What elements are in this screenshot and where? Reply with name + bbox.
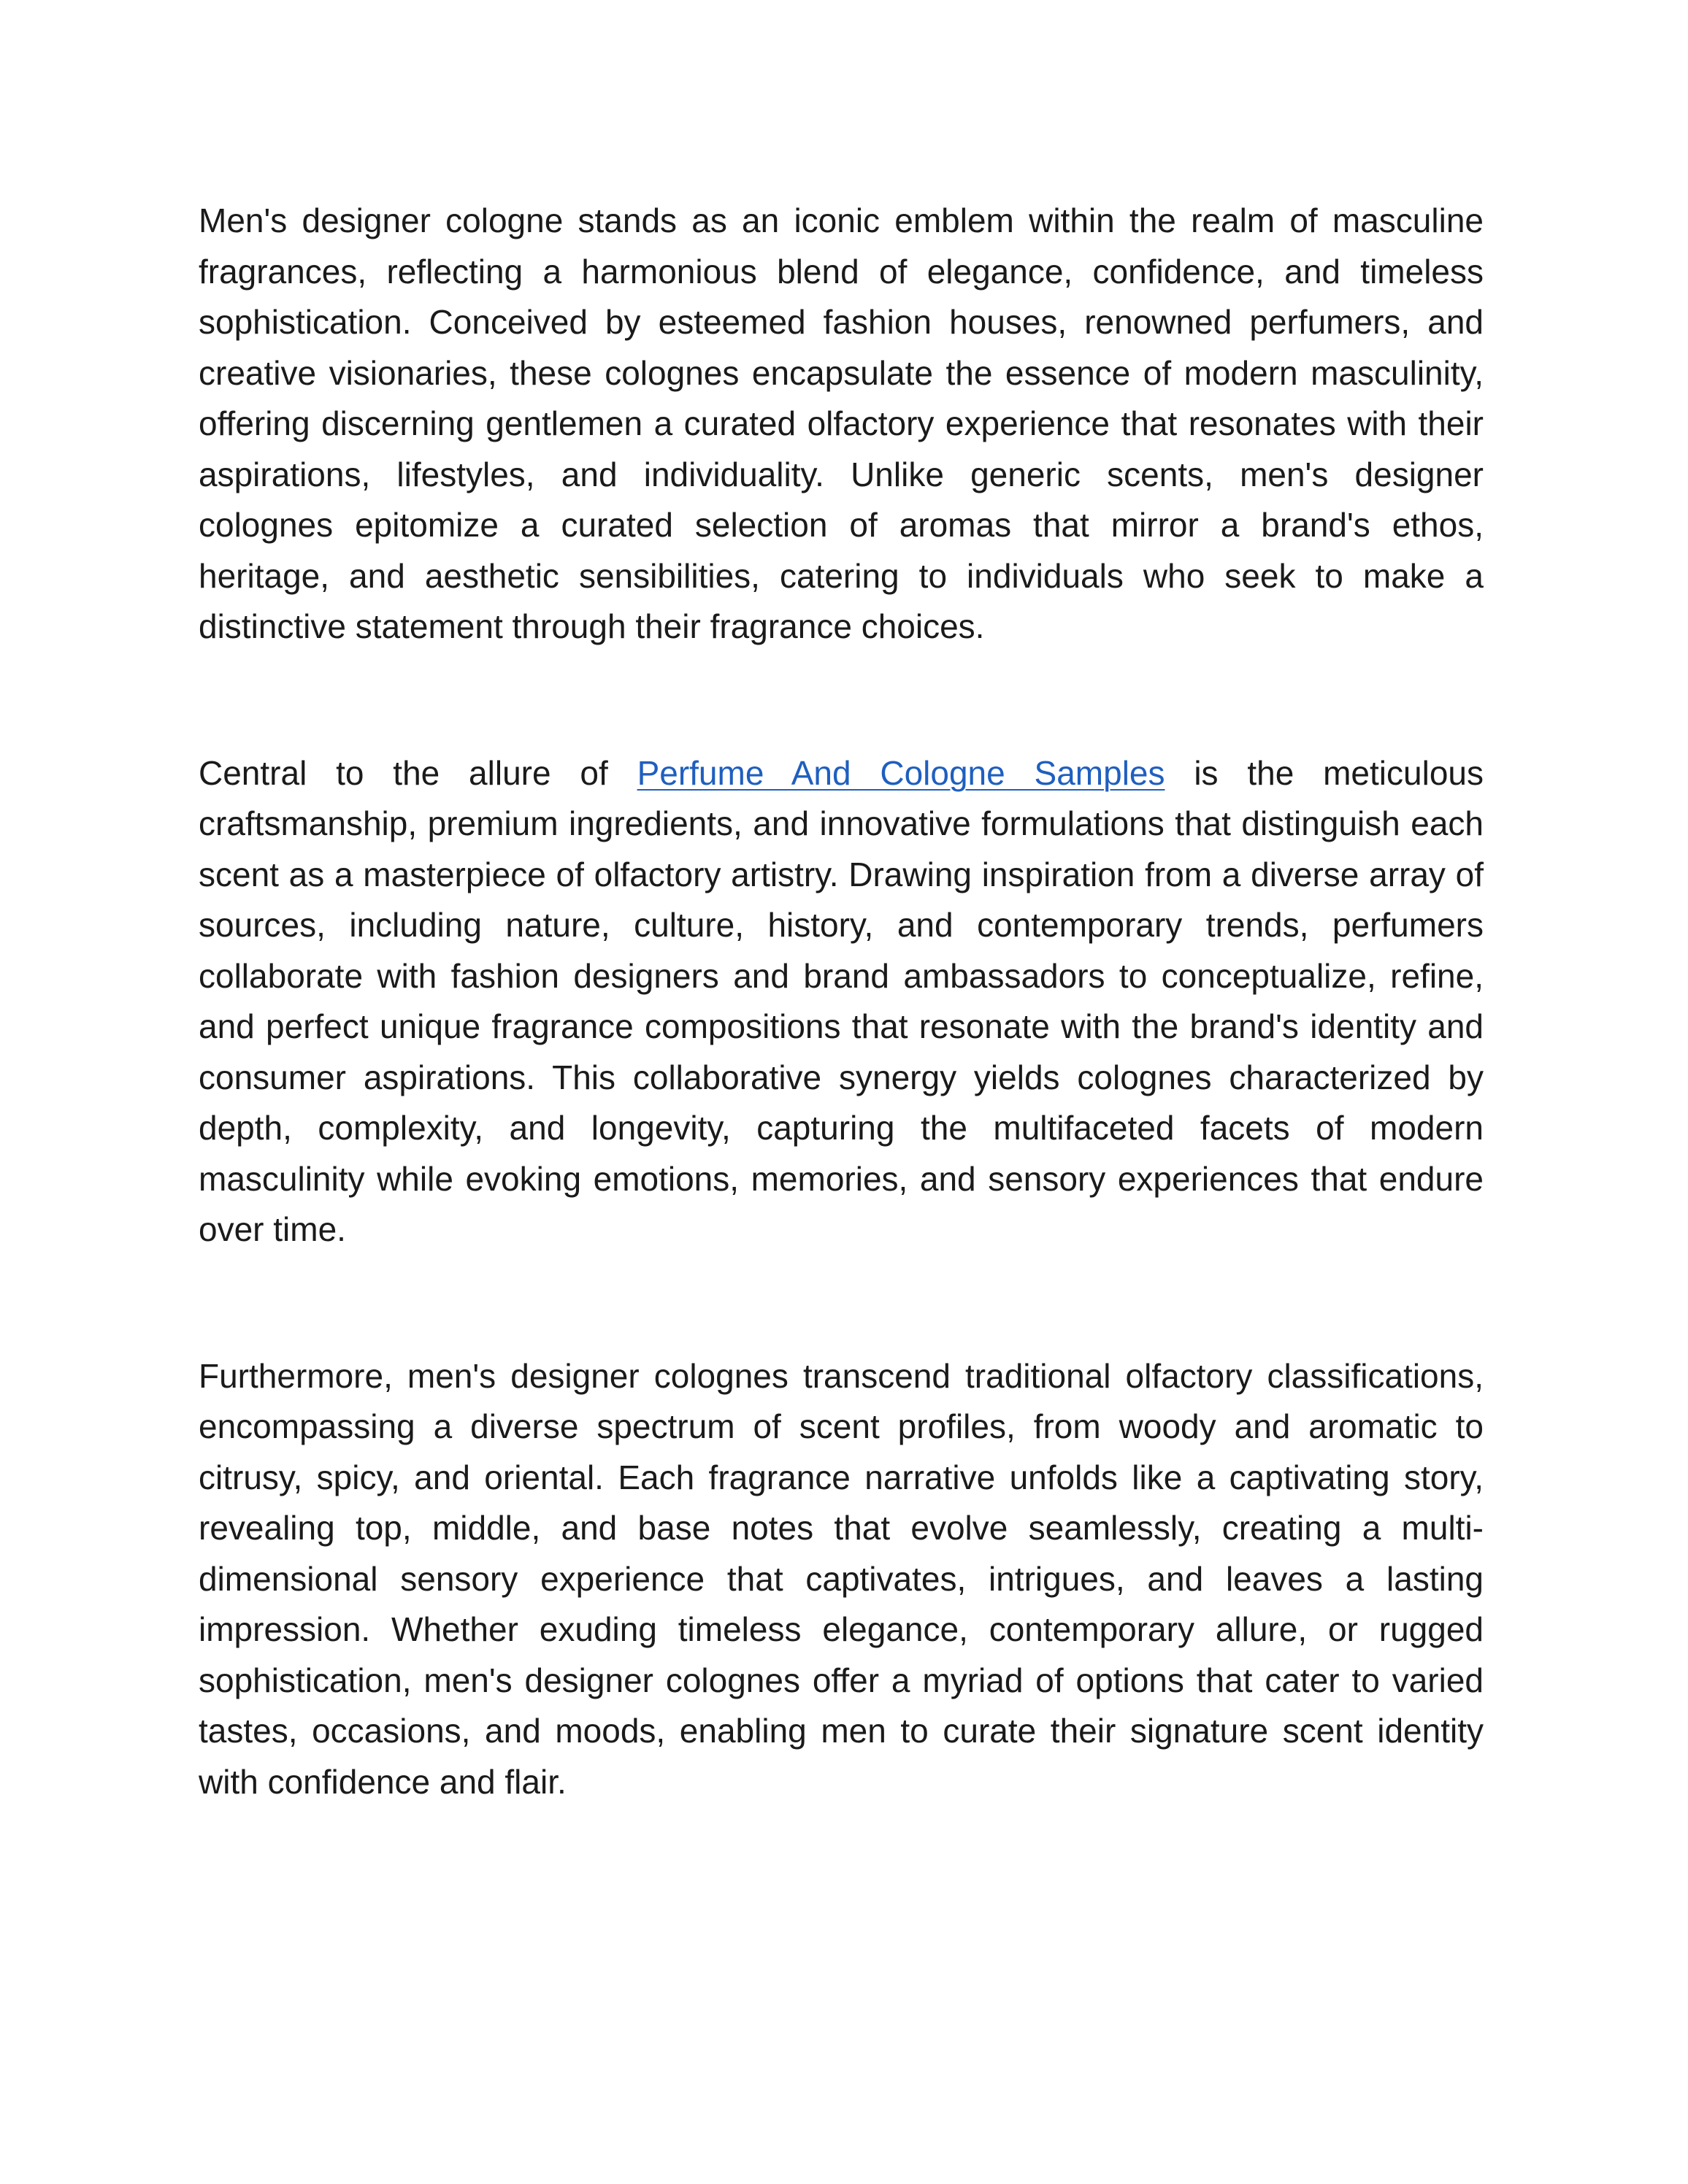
paragraph-intro: Men's designer cologne stands as an iconic emblem within the realm of masculine fragrances, reflecting a harmonious blend of elegance, confidence, and timeless sophistication. Conceived by esteemed fashion houses, renowned perfumers, and creative visionaries, these colognes encapsulate the essence of modern masculinity, offering discerning gentlemen a curated olfactory experience that resonates with their aspirations, lifestyles, and individuality. Unlike generic scents, men's designer colognes epitomize a curated selection of aromas that mirror a brand's ethos, heritage, and aesthetic sensibilities, catering to individuals who seek to make a distinctive statement through their fragrance choices. xyxy=(199,201,1484,645)
perfume-samples-link[interactable]: Perfume And Cologne Samples xyxy=(637,753,1165,792)
paragraph-text-after-link: is the meticulous craftsmanship, premium ingredients, and innovative formulations that distinguish each scent as a masterpiece of olfactory artistry. Drawing inspiration from a diverse array of sources, including nature, culture, history, and contemporary trends, perfumers collaborate with fashion designers and brand ambassadors to conceptualize, refine, and perfect unique fragrance compositions that resonate with the brand's identity and consumer aspirations. This collaborative synergy yields colognes characterized by depth, complexity, and longevity, capturing the multifaceted facets of modern masculinity while evoking emotions, memories, and sensory experiences that endure over time. xyxy=(199,753,1484,1248)
paragraph-scent-profiles: Furthermore, men's designer colognes transcend traditional olfactory classifications, encompassing a diverse spectrum of scent profiles, from woody and aromatic to citrusy, spicy, and oriental. Each fragrance narrative unfolds like a captivating story, revealing top, middle, and base notes that evolve seamlessly, creating a multi-dimensional sensory experience that captivates, intrigues, and leaves a lasting impression. Whether exuding timeless elegance, contemporary allure, or rugged sophistication, men's designer colognes offer a myriad of options that cater to varied tastes, occasions, and moods, enabling men to curate their signature scent identity with confidence and flair. xyxy=(199,1356,1484,1801)
paragraph-text-before-link: Central to the allure of xyxy=(199,753,637,792)
document-body xyxy=(199,196,1484,1807)
paragraph-craftsmanship xyxy=(199,748,1484,1256)
